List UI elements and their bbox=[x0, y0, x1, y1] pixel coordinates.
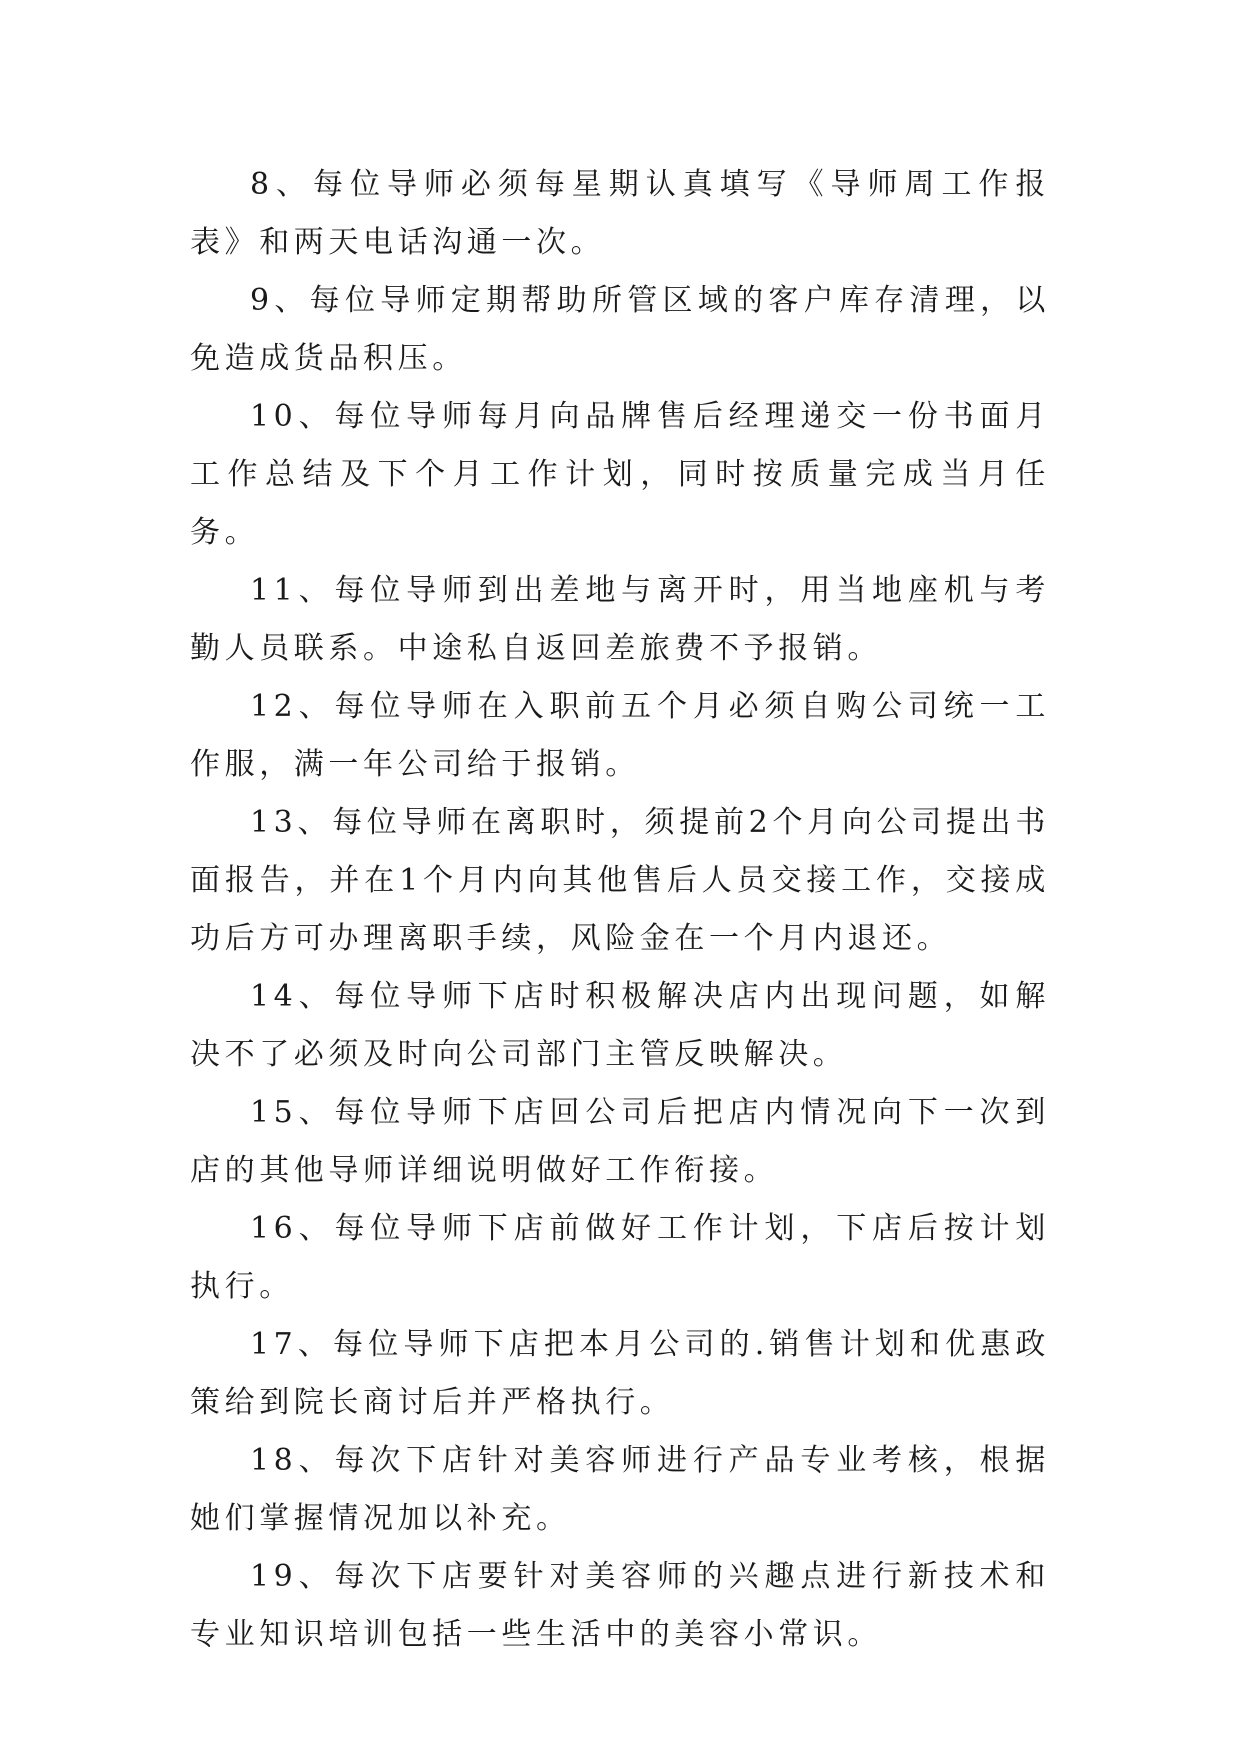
paragraph-14: 14、每位导师下店时积极解决店内出现问题，如解决不了必须及时向公司部门主管反映解决。 bbox=[190, 979, 1050, 1072]
paragraph-16: 16、每位导师下店前做好工作计划，下店后按计划执行。 bbox=[190, 1211, 1050, 1304]
paragraph-12: 12、每位导师在入职前五个月必须自购公司统一工作服，满一年公司给于报销。 bbox=[190, 689, 1050, 782]
paragraph-17: 17、每位导师下店把本月公司的.销售计划和优惠政策给到院长商讨后并严格执行。 bbox=[190, 1327, 1050, 1420]
paragraph-13: 13、每位导师在离职时，须提前2个月向公司提出书面报告，并在1个月内向其他售后人员交接工作，交接成功后方可办理离职手续，风险金在一个月内退还。 bbox=[190, 805, 1050, 956]
paragraph-11: 11、每位导师到出差地与离开时，用当地座机与考勤人员联系。中途私自返回差旅费不予报销。 bbox=[190, 573, 1050, 666]
document-body bbox=[190, 156, 1050, 1664]
paragraph-15: 15、每位导师下店回公司后把店内情况向下一次到店的其他导师详细说明做好工作衔接。 bbox=[190, 1095, 1050, 1188]
paragraph-8: 8、每位导师必须每星期认真填写《导师周工作报表》和两天电话沟通一次。 bbox=[190, 167, 1050, 260]
paragraph-18: 18、每次下店针对美容师进行产品专业考核，根据她们掌握情况加以补充。 bbox=[190, 1443, 1050, 1536]
paragraph-19: 19、每次下店要针对美容师的兴趣点进行新技术和专业知识培训包括一些生活中的美容小常识。 bbox=[190, 1559, 1050, 1652]
paragraph-9: 9、每位导师定期帮助所管区域的客户库存清理，以免造成货品积压。 bbox=[190, 283, 1050, 376]
paragraph-10: 10、每位导师每月向品牌售后经理递交一份书面月工作总结及下个月工作计划，同时按质量完成当月任务。 bbox=[190, 399, 1050, 550]
